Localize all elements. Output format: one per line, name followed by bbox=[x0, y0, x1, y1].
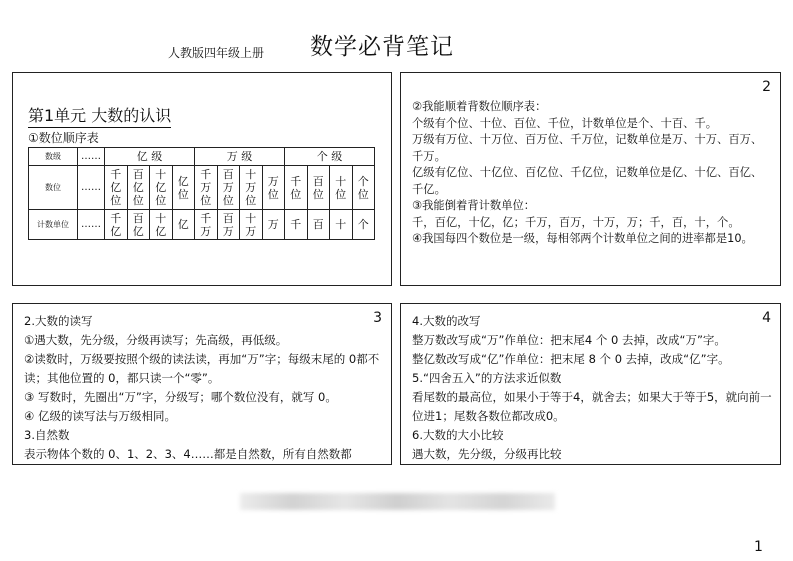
unit-cell: 百亿 bbox=[132, 211, 144, 238]
row-label-unit: 计数单位 bbox=[29, 210, 78, 240]
unit-cell: 十亿 bbox=[155, 211, 167, 238]
unit-cell: 亿 bbox=[177, 218, 189, 231]
group-yi: 亿 级 bbox=[105, 148, 195, 166]
place-cell: 百位 bbox=[312, 174, 324, 201]
place-cell: 千亿位 bbox=[110, 168, 122, 207]
place-cell: 千位 bbox=[290, 174, 302, 201]
ellipsis-cell: …… bbox=[78, 148, 105, 166]
unit-cell: 千亿 bbox=[110, 211, 122, 238]
text-line: ③我能倒着背计数单位： bbox=[412, 199, 536, 212]
table-row-level bbox=[29, 148, 375, 166]
text-line: ④ 亿级的读写法与万级相同。 bbox=[24, 409, 176, 423]
row-label-level: 数级 bbox=[29, 148, 78, 166]
text-line: ④我国每四个数位是一级，每相邻两个计数单位之间的进率都是10。 bbox=[412, 232, 753, 245]
place-cell: 十亿位 bbox=[155, 168, 167, 207]
text-line: 2.大数的读写 bbox=[24, 314, 93, 328]
slide-2-panel bbox=[400, 72, 781, 286]
place-value-subheading: ①数位顺序表 bbox=[28, 131, 99, 145]
group-wan: 万 级 bbox=[195, 148, 285, 166]
table-row-unit bbox=[29, 210, 375, 240]
text-line: 看尾数的最高位，如果小于等于4，就舍去；如果大于等于5，就向前一位进1；尾数各数位都改成0。 bbox=[412, 390, 772, 423]
place-cell: 千万位 bbox=[200, 168, 212, 207]
panel-text bbox=[24, 312, 383, 464]
text-line: ③ 写数时，先圈出“万”字，分级写；哪个数位没有，就写 0。 bbox=[24, 390, 337, 404]
place-cell: 个位 bbox=[357, 174, 369, 201]
text-line: 遇大数，先分级，分级再比较 bbox=[412, 447, 562, 461]
unit-cell: 百万 bbox=[222, 211, 234, 238]
slide-3-panel bbox=[12, 303, 392, 465]
text-line: 4.大数的改写 bbox=[412, 314, 481, 328]
text-line: 个级有个位、十位、百位、千位，计数单位是个、十百、千。 bbox=[412, 116, 718, 130]
panel-text bbox=[412, 99, 772, 248]
edition-label: 人教版四年级上册 bbox=[168, 46, 265, 60]
place-cell: 十万位 bbox=[245, 168, 257, 207]
table-row-place bbox=[29, 166, 375, 210]
unit-cell: 个 bbox=[357, 218, 369, 231]
text-line: ②我能顺着背数位顺序表： bbox=[412, 100, 547, 113]
panel-page-number: 2 bbox=[762, 79, 771, 95]
unit-cell: 万 bbox=[267, 218, 279, 231]
text-line: 5.“四舍五入”的方法求近似数 bbox=[412, 371, 562, 385]
unit-cell: 十万 bbox=[245, 211, 257, 238]
slide-1-panel bbox=[12, 72, 392, 286]
blurred-watermark bbox=[240, 493, 555, 510]
text-line: 表示物体个数的 0、1、2、3、4……都是自然数，所有自然数都 bbox=[24, 447, 352, 461]
text-line: 整亿数改写成“亿”作单位：把末尾 8 个 0 去掉，改成“亿”字。 bbox=[412, 352, 730, 366]
page-title: 数学必背笔记 bbox=[310, 34, 454, 60]
unit-cell: 十 bbox=[335, 218, 347, 231]
text-line: ②读数时，万级要按照个级的读法读，再加“万”字；每级末尾的 0都不读；其他位置的 0，都只读一个“零”。 bbox=[24, 352, 380, 385]
text-line: 3.自然数 bbox=[24, 428, 70, 442]
unit-cell: 千万 bbox=[200, 211, 212, 238]
text-line: 整万数改写成“万”作单位：把末尾4 个 0 去掉，改成“万”字。 bbox=[412, 333, 726, 347]
panel-text bbox=[412, 312, 772, 464]
unit-title: 第1单元 大数的认识 bbox=[28, 103, 171, 128]
ellipsis-cell: …… bbox=[78, 166, 105, 210]
text-line: 万级有万位、十万位、百万位、千万位，记数单位是万、十万、百万、千万。 bbox=[412, 133, 763, 163]
place-cell: 十位 bbox=[335, 174, 347, 201]
page-number: 1 bbox=[754, 539, 763, 555]
unit-cell: 千 bbox=[290, 218, 302, 231]
slide-4-panel bbox=[400, 303, 781, 465]
place-value-table bbox=[28, 147, 375, 240]
place-cell: 万位 bbox=[267, 174, 279, 201]
group-ge: 个 级 bbox=[285, 148, 375, 166]
panel-page-number: 3 bbox=[373, 310, 382, 326]
unit-cell: 百 bbox=[312, 218, 324, 231]
text-line: 6.大数的大小比较 bbox=[412, 428, 504, 442]
panel-page-number: 4 bbox=[762, 310, 771, 326]
place-cell: 亿位 bbox=[177, 174, 189, 201]
text-line: ①遇大数，先分级，分级再读写；先高级，再低级。 bbox=[24, 333, 288, 347]
text-line: 千，百亿，十亿，亿；千万，百万，十万，万；千，百，十，个。 bbox=[412, 215, 740, 229]
text-line: 亿级有亿位、十亿位、百亿位、千亿位，记数单位是亿、十亿、百亿、千亿。 bbox=[412, 166, 763, 196]
place-cell: 百万位 bbox=[222, 168, 234, 207]
place-cell: 百亿位 bbox=[132, 168, 144, 207]
ellipsis-cell: …… bbox=[78, 210, 105, 240]
row-label-place: 数位 bbox=[29, 166, 78, 210]
